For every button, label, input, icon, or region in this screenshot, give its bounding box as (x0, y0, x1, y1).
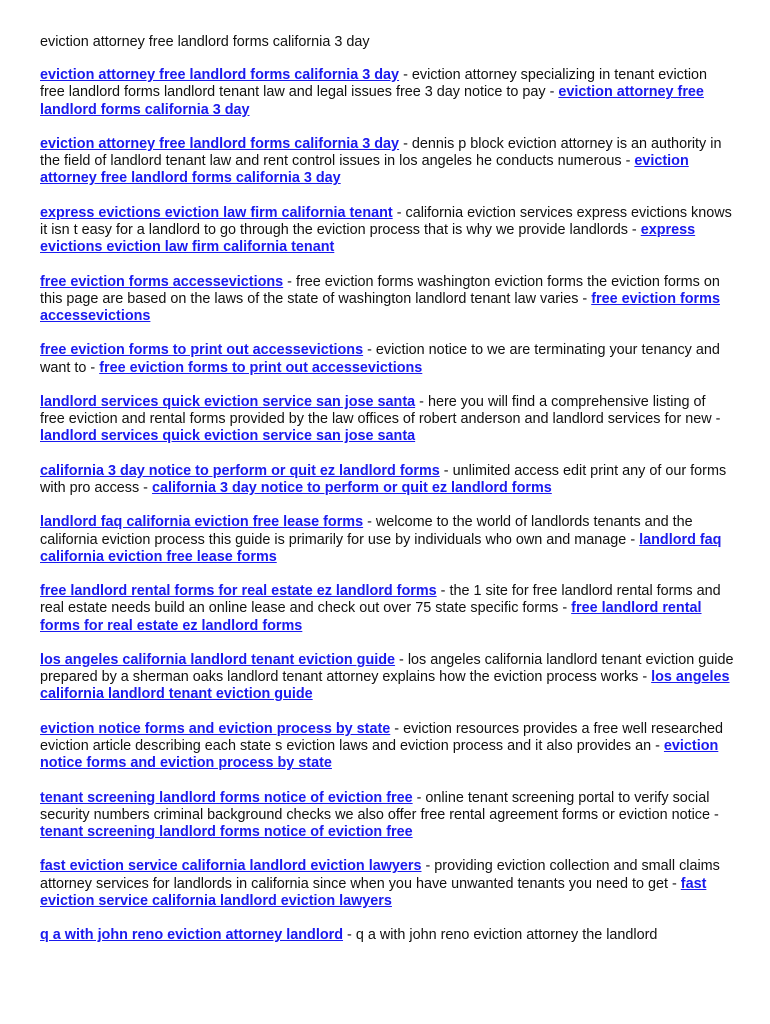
entry-title-link[interactable]: free landlord rental forms for real estate ez landlord forms (40, 583, 437, 600)
separator: - (651, 737, 664, 754)
entry-title-link[interactable]: landlord services quick eviction service san jose santa (40, 393, 416, 410)
entry-repeat-link[interactable]: eviction attorney free landlord forms california 3 day (40, 153, 689, 187)
page-title: eviction attorney free landlord forms california 3 day (40, 34, 370, 50)
entry-description: eviction notice to we are terminating your tenancy and want to (40, 342, 720, 376)
separator: - (139, 479, 152, 496)
list-item (40, 721, 734, 773)
entry-repeat-link[interactable]: los angeles california landlord tenant eviction guide (40, 669, 730, 703)
entry-title-link[interactable]: eviction attorney free landlord forms california 3 day (40, 136, 400, 152)
separator: - (412, 789, 426, 806)
list-item (40, 583, 734, 635)
entry-description: welcome to the world of landlords tenants and the california eviction process this guide is primarily for use by individuals who own and manage (40, 514, 693, 548)
separator: - (363, 514, 376, 531)
separator: - (283, 273, 296, 290)
entry-repeat-link[interactable]: free eviction forms to print out accessevictions (99, 359, 423, 376)
list-item (40, 858, 734, 910)
list-item (40, 67, 734, 119)
entry-title-link[interactable]: eviction notice forms and eviction process by state (40, 720, 391, 737)
separator: - (621, 153, 635, 170)
list-item (40, 927, 734, 944)
separator: - (578, 290, 592, 307)
entry-description: eviction resources provides a free well researched eviction article describing each state s eviction laws and eviction process and it also provides an (40, 720, 724, 754)
list-item (40, 463, 734, 497)
entry-repeat-link[interactable]: free landlord rental forms for real estate ez landlord forms (40, 600, 702, 634)
entry-title-link[interactable]: los angeles california landlord tenant eviction guide (40, 651, 396, 668)
separator: - (627, 222, 641, 238)
list-item (40, 394, 734, 446)
separator: - (415, 393, 428, 410)
entry-description: providing eviction collection and small claims attorney services for landlords in california since when you have unwanted tenants you need to get (40, 858, 720, 892)
entry-title-link[interactable]: q a with john reno eviction attorney landlord (40, 927, 344, 944)
entry-repeat-link[interactable]: express evictions eviction law firm california tenant (40, 222, 696, 256)
separator: - (399, 136, 412, 152)
entry-title-link[interactable]: tenant screening landlord forms notice of eviction free (40, 789, 413, 806)
entry-description: los angeles california landlord tenant eviction guide prepared by a sherman oaks landlord tenant attorney explains how the eviction process works (40, 651, 734, 686)
entry-repeat-link[interactable]: free eviction forms accessevictions (40, 290, 720, 324)
list-item (40, 205, 734, 257)
list-item (40, 790, 734, 842)
entry-description: unlimited access edit print any of our forms with pro access (40, 462, 727, 496)
list-item (40, 274, 734, 326)
list-item (40, 652, 734, 704)
entry-title-link[interactable]: free eviction forms to print out accessevictions (40, 342, 364, 359)
entry-description: here you will find a comprehensive listing of free eviction and rental forms provided by the law offices of robert anderson and landlord services for new (40, 393, 712, 428)
entry-description: free eviction forms washington eviction forms the eviction forms on this page are based on the laws of the state of washington landlord tenant law varies (40, 273, 720, 307)
entry-description: the 1 site for free landlord rental forms and real estate needs build an online lease and check out over 75 state specific forms (40, 583, 721, 617)
entry-title-link[interactable]: landlord faq california eviction free lease forms (40, 514, 364, 531)
separator: - (363, 342, 376, 359)
separator: - (395, 651, 408, 668)
entry-repeat-link[interactable]: landlord services quick eviction service san jose santa (40, 428, 416, 445)
entry-repeat-link[interactable]: fast eviction service california landlord eviction lawyers (40, 875, 707, 909)
separator: - (667, 875, 681, 892)
entry-repeat-link[interactable]: california 3 day notice to perform or quit ez landlord forms (151, 479, 552, 496)
separator: - (558, 600, 572, 617)
separator: - (421, 858, 435, 875)
entry-title-link[interactable]: express evictions eviction law firm california tenant (40, 204, 393, 221)
entry-description: online tenant screening portal to verify social security numbers criminal background checks we also offer free rental agreement forms or eviction notice (40, 789, 711, 823)
list-item (40, 514, 734, 566)
entry-description: eviction attorney specializing in tenant eviction free landlord forms landlord tenant law and legal issues free 3 day notice to pay (40, 67, 708, 101)
separator: - (710, 806, 719, 823)
entry-repeat-link[interactable]: eviction notice forms and eviction process by state (40, 737, 719, 772)
entry-repeat-link[interactable]: eviction attorney free landlord forms california 3 day (40, 84, 704, 118)
list-item (40, 136, 734, 188)
separator: - (545, 84, 559, 101)
list-item (40, 342, 734, 376)
entry-repeat-link[interactable]: landlord faq california eviction free lease forms (40, 531, 722, 565)
separator: - (436, 583, 450, 600)
separator: - (439, 462, 453, 479)
entry-title-link[interactable]: free eviction forms accessevictions (40, 273, 284, 290)
separator: - (626, 531, 640, 548)
entry-description: dennis p block eviction attorney is an authority in the field of landlord tenant law and rent control issues in los angeles he conducts numerous (40, 136, 722, 170)
separator: - (711, 411, 721, 428)
separator: - (343, 927, 356, 944)
separator: - (392, 204, 406, 221)
separator: - (638, 669, 652, 686)
separator: - (390, 720, 404, 737)
entry-description: california eviction services express evictions knows it isn t easy for a landlord to go through the eviction process that is why we provide landlords (40, 204, 732, 238)
entry-title-link[interactable]: fast eviction service california landlord eviction lawyers (40, 858, 422, 875)
separator: - (86, 359, 100, 376)
entry-title-link[interactable]: eviction attorney free landlord forms california 3 day (40, 67, 400, 84)
entry-repeat-link[interactable]: tenant screening landlord forms notice of eviction free (40, 823, 413, 840)
separator: - (399, 67, 412, 84)
entry-title-link[interactable]: california 3 day notice to perform or quit ez landlord forms (40, 462, 440, 479)
entry-description: q a with john reno eviction attorney the landlord (355, 927, 658, 944)
